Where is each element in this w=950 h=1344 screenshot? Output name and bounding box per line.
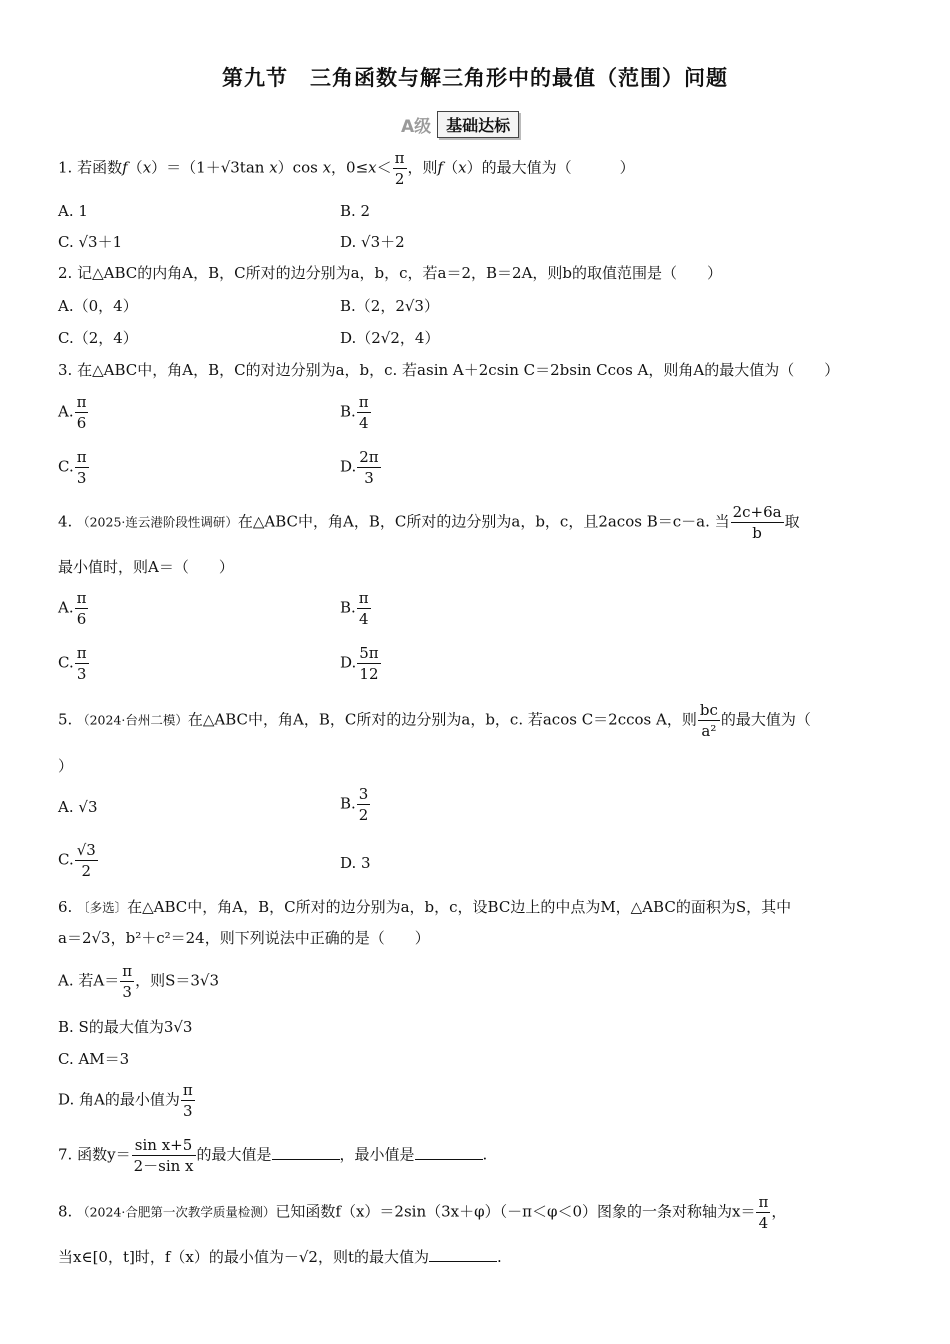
fraction: $\frac{3}{2}$ xyxy=(358,785,369,824)
q1-option-b[interactable]: B. 2 xyxy=(340,202,371,220)
fraction: $\frac{bc}{\text{a²}}$ xyxy=(699,701,718,740)
question-8-stem: 8. （2024·合肥第一次教学质量检测）已知函数f（x）＝2sin（3x＋φ）（－π＜φ＜0）图象的一条对称轴为x＝ $\frac{\pi}{4}$ ， xyxy=(58,1193,787,1232)
fraction: $\frac{\pi}{4}$ xyxy=(358,393,369,432)
q3-option-b[interactable]: B. $\frac{\pi}{4}$ xyxy=(340,393,369,432)
multi-choice-tag: 〔多选〕 xyxy=(77,900,128,915)
question-7-stem: 7. 函数y＝ $\frac{\text{sin x+5}}{\text{2－sin x}}$ 的最大值是 ，最小值是 . xyxy=(58,1136,488,1175)
fraction: $\frac{\pi}{6}$ xyxy=(76,393,87,432)
q6-option-d[interactable]: D. 角A的最小值为 $\frac{\pi}{3}$ xyxy=(58,1081,193,1120)
fraction: $\frac{\pi}{3}$ xyxy=(76,448,87,487)
answer-blank[interactable] xyxy=(429,1247,497,1262)
fraction: $\frac{\pi}{3}$ xyxy=(76,644,87,683)
fraction: $\frac{\pi}{3}$ xyxy=(182,1081,193,1120)
fraction: $\frac{2c+6a}{b}$ xyxy=(732,503,782,542)
q5-option-a[interactable]: A. √3 xyxy=(58,798,98,816)
fraction: $\frac{\text{sin x+5}}{\text{2－sin x}}$ xyxy=(133,1136,194,1175)
level-badge xyxy=(401,111,519,137)
level-tag: A级 xyxy=(401,116,432,137)
q1-option-c[interactable]: C. √3＋1 xyxy=(58,233,123,251)
q4-option-b[interactable]: B. $\frac{\pi}{4}$ xyxy=(340,589,369,628)
question-2-stem: 2. 记△ABC的内角A，B，C所对的边分别为a，b，c，若a＝2，B＝2A，则b的取值范围是（ ） xyxy=(58,264,723,282)
fraction: $\frac{\pi}{3}$ xyxy=(122,962,133,1001)
q4-option-d[interactable]: D. $\frac{5\pi}{12}$ xyxy=(340,644,379,683)
question-8-stem-cont: 当x∈[0，t]时，f（x）的最小值为－√2，则t的最大值为 . xyxy=(58,1248,502,1266)
question-4-stem-cont: 最小值时，则A＝（ ） xyxy=(58,558,234,576)
q2-option-b[interactable]: B.（2，2√3） xyxy=(340,297,439,315)
page-title: 第九节 三角函数与解三角形中的最值（范围）问题 xyxy=(222,66,728,90)
fraction: $\frac{\pi}{6}$ xyxy=(76,589,87,628)
q5-option-d[interactable]: D. 3 xyxy=(340,854,371,872)
fraction: $\frac{\pi}{4}$ xyxy=(758,1193,769,1232)
q6-option-a[interactable]: A. 若A＝ $\frac{\pi}{3}$ ，则S＝3√3 xyxy=(58,962,219,1001)
question-5-stem: 5. （2024·台州二模）在△ABC中，角A，B，C所对的边分别为a，b，c. 若acos C＝2ccos A，则 $\frac{bc}{\text{a²}}$ 的最大值为（ xyxy=(58,701,811,740)
fraction: $\frac{\pi}{4}$ xyxy=(358,589,369,628)
q2-option-c[interactable]: C.（2，4） xyxy=(58,329,138,347)
q4-option-c[interactable]: C. $\frac{\pi}{3}$ xyxy=(58,644,87,683)
q5-option-c[interactable]: C. $\frac{√3}{2}$ xyxy=(58,841,96,880)
source-tag: （2024·合肥第一次教学质量检测） xyxy=(77,1204,276,1220)
question-5-stem-cont: ） xyxy=(58,757,74,775)
q6-option-c[interactable]: C. AM＝3 xyxy=(58,1050,130,1068)
q4-option-a[interactable]: A. $\frac{\pi}{6}$ xyxy=(58,589,87,628)
question-1-stem: 1. 若函数f（x）＝（1＋√3tan x）cos x，0≤x＜ $\frac{\pi}{2}$ ，则f（x）的最大值为（ ） xyxy=(58,149,635,188)
q2-option-a[interactable]: A.（0，4） xyxy=(58,297,138,315)
q3-option-a[interactable]: A. $\frac{\pi}{6}$ xyxy=(58,393,87,432)
q6-option-b[interactable]: B. S的最大值为3√3 xyxy=(58,1018,193,1036)
level-label: 基础达标 xyxy=(437,111,519,138)
question-6-stem-cont: a＝2√3，b²＋c²＝24，则下列说法中正确的是（ ） xyxy=(58,929,430,947)
fraction: $\frac{2\pi}{3}$ xyxy=(359,448,379,487)
fraction: $\frac{\pi}{2}$ xyxy=(394,149,405,188)
question-6-stem: 6. 〔多选〕在△ABC中，角A，B，C所对的边分别为a，b，c，设BC边上的中点为M，△ABC的面积为S，其中 xyxy=(58,898,792,916)
q3-option-c[interactable]: C. $\frac{\pi}{3}$ xyxy=(58,448,87,487)
q5-option-b[interactable]: B. $\frac{3}{2}$ xyxy=(340,785,369,824)
fraction: $\frac{5\pi}{12}$ xyxy=(359,644,379,683)
source-tag: （2025·连云港阶段性调研） xyxy=(77,514,238,530)
q2-option-d[interactable]: D.（2√2，4） xyxy=(340,329,440,347)
question-3-stem: 3. 在△ABC中，角A，B，C的对边分别为a，b，c. 若asin A＋2csin C＝2bsin Ccos A，则角A的最大值为（ ） xyxy=(58,361,840,379)
q1-option-d[interactable]: D. √3＋2 xyxy=(340,233,405,251)
q1-option-a[interactable]: A. 1 xyxy=(58,202,88,220)
question-4-stem: 4. （2025·连云港阶段性调研）在△ABC中，角A，B，C所对的边分别为a，b，c，且2acos B＝c－a. 当 $\frac{2c+6a}{b}$ 取 xyxy=(58,503,800,542)
answer-blank[interactable] xyxy=(272,1145,340,1160)
q3-option-d[interactable]: D. $\frac{2\pi}{3}$ xyxy=(340,448,379,487)
source-tag: （2024·台州二模） xyxy=(77,712,188,728)
fraction: $\frac{√3}{2}$ xyxy=(76,841,96,880)
answer-blank[interactable] xyxy=(415,1145,483,1160)
